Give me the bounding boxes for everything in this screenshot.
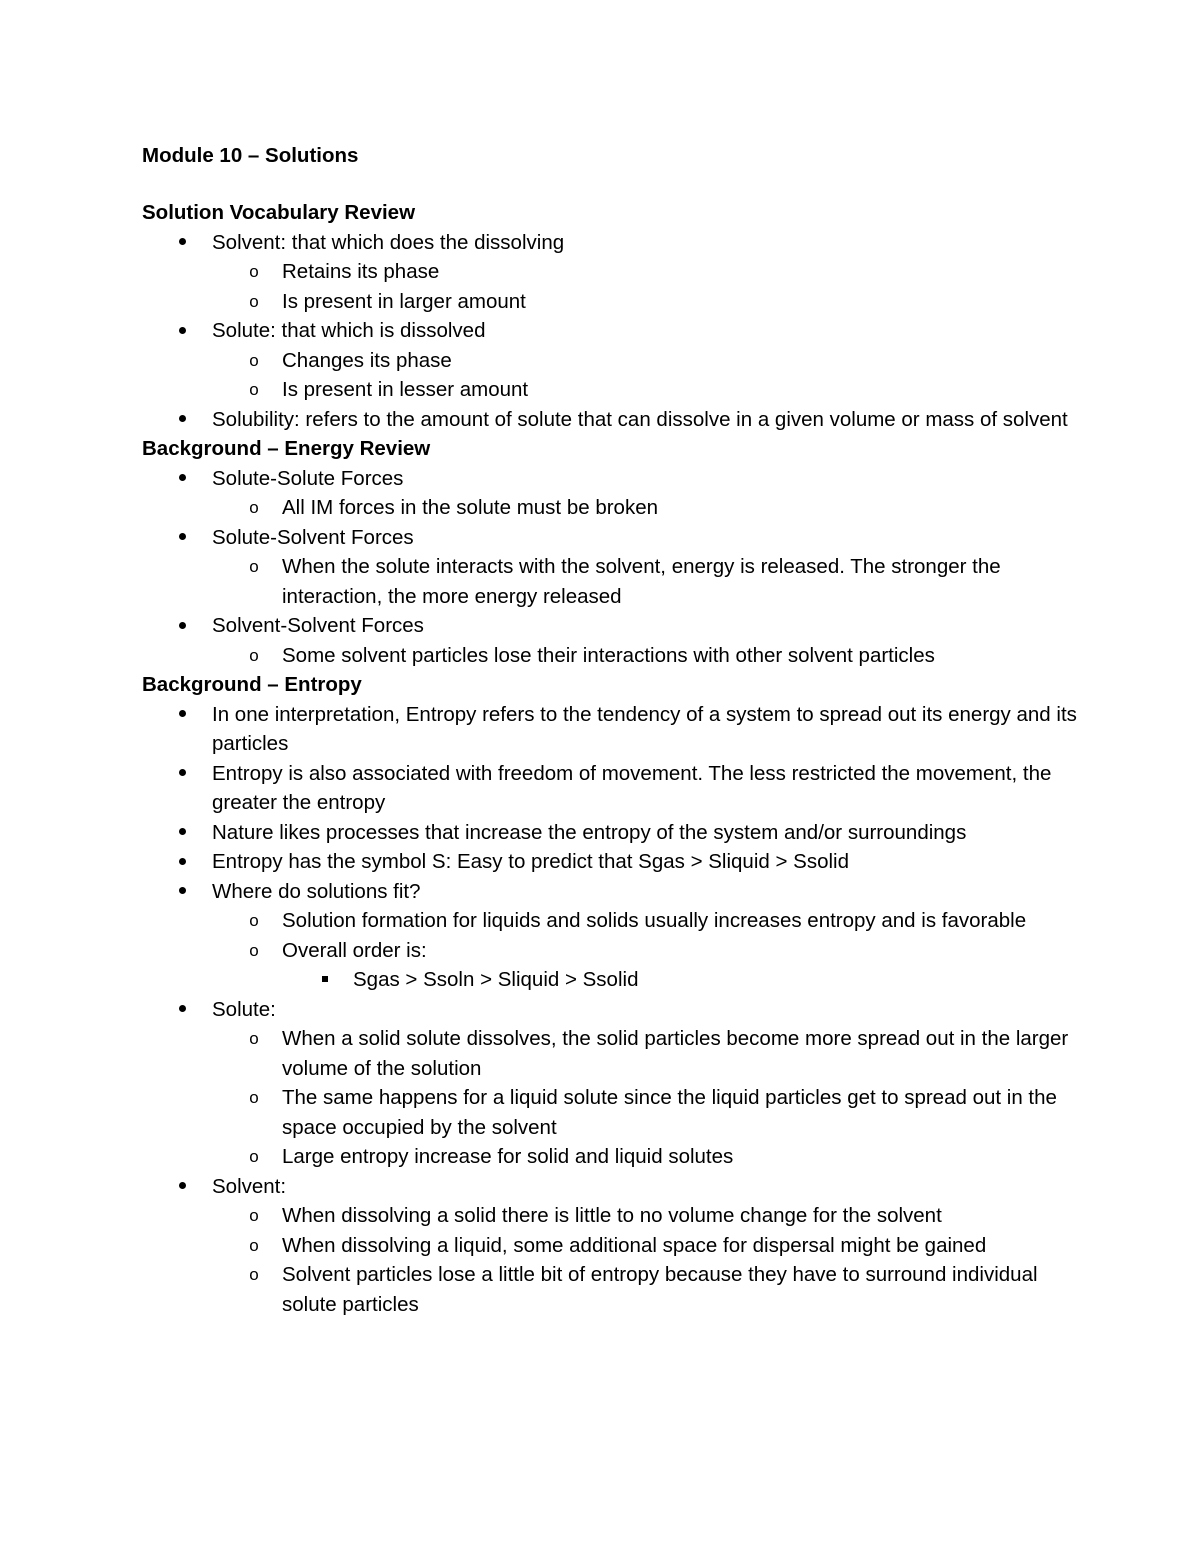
sub-list [212, 493, 1082, 523]
bullet-item [142, 700, 1082, 759]
sub-sub-item [282, 965, 1082, 995]
sub-list [212, 641, 1082, 671]
bullet-list [142, 700, 1082, 1320]
sub-list [212, 906, 1082, 995]
sub-sub-item-text: Sgas > Ssoln > Sliquid > Ssolid [353, 968, 639, 991]
bullet-item [142, 611, 1082, 670]
bullet-icon [176, 1172, 188, 1202]
sub-item-text: Retains its phase [282, 260, 440, 283]
bullet-item [142, 228, 1082, 317]
sub-item-text: Overall order is: [282, 938, 427, 962]
sub-item-text: Is present in larger amount [282, 289, 526, 313]
sub-item-text: Solution formation for liquids and solids usually increases entropy and is favorable [282, 909, 1027, 932]
document-page [142, 141, 1082, 1319]
sub-item [212, 493, 1082, 523]
bullet-text: Solute: [212, 997, 276, 1021]
bullet-text: Entropy has the symbol S: Easy to predict that Sgas > Sliquid > Ssolid [212, 850, 849, 873]
bullet-item [142, 464, 1082, 523]
bullet-text: Solubility: refers to the amount of solute that can dissolve in a given volume or mass of solvent [212, 407, 1068, 431]
circle-bullet-icon: o [249, 1029, 259, 1048]
circle-bullet-icon: o [249, 1265, 259, 1284]
circle-bullet-icon: o [249, 645, 259, 665]
bullet-item [142, 316, 1082, 405]
circle-bullet-icon: o [249, 262, 259, 281]
sub-item [212, 936, 1082, 995]
bullet-item [142, 1172, 1082, 1320]
sub-item [212, 287, 1082, 317]
bullet-icon [176, 995, 188, 1025]
bullet-icon [176, 523, 188, 553]
bullet-icon [176, 759, 188, 789]
bullet-list [142, 228, 1082, 435]
sub-list [212, 257, 1082, 316]
circle-bullet-icon: o [249, 940, 259, 960]
section-heading: Solution Vocabulary Review [142, 201, 416, 224]
bullet-item [142, 877, 1082, 995]
sub-item [212, 1024, 1082, 1083]
sub-item-text: When dissolving a solid there is little to no volume change for the solvent [282, 1204, 942, 1227]
circle-bullet-icon: o [249, 1147, 259, 1166]
bullet-text: In one interpretation, Entropy refers to the tendency of a system to spread out its energy and its particles [212, 702, 1077, 755]
sub-list [212, 552, 1082, 611]
sub-item [212, 1260, 1082, 1319]
sub-item-text: When a solid solute dissolves, the solid particles become more spread out in the larger volume of the solution [282, 1027, 1069, 1080]
bullet-icon [176, 316, 188, 346]
circle-bullet-icon: o [249, 291, 259, 311]
sub-item [212, 906, 1082, 936]
bullet-icon [176, 228, 188, 258]
sub-list [212, 1024, 1082, 1172]
circle-bullet-icon: o [249, 911, 259, 930]
circle-bullet-icon: o [249, 498, 259, 517]
circle-bullet-icon: o [249, 1235, 259, 1255]
bullet-text: Nature likes processes that increase the entropy of the system and/or surroundings [212, 820, 967, 844]
bullet-item [142, 759, 1082, 818]
sub-item [212, 1231, 1082, 1261]
bullet-text: Solvent: that which does the dissolving [212, 230, 565, 254]
bullet-text: Where do solutions fit? [212, 879, 421, 903]
bullet-text: Solute: that which is dissolved [212, 319, 486, 342]
section-heading: Background – Entropy [142, 673, 362, 696]
document-title: Module 10 – Solutions [142, 144, 359, 167]
bullet-list [142, 464, 1082, 671]
bullet-icon [176, 877, 188, 907]
circle-bullet-icon: o [249, 557, 259, 576]
bullet-item [142, 995, 1082, 1172]
sub-item [212, 257, 1082, 287]
sub-item [212, 346, 1082, 376]
sub-item-text: Changes its phase [282, 348, 452, 372]
bullet-icon [176, 464, 188, 494]
bullet-text: Solute-Solvent Forces [212, 525, 414, 549]
bullet-text: Entropy is also associated with freedom of movement. The less restricted the movement, the greater the entropy [212, 761, 1052, 814]
bullet-item [142, 818, 1082, 848]
sub-item-text: The same happens for a liquid solute since the liquid particles get to spread out in the space occupied by the solvent [282, 1086, 1057, 1139]
sub-item-text: When the solute interacts with the solvent, energy is released. The stronger the interaction, the more energy released [282, 555, 1001, 608]
sub-list [212, 346, 1082, 405]
circle-bullet-icon: o [249, 380, 259, 399]
sub-sub-list [282, 965, 1082, 995]
bullet-icon [176, 700, 188, 730]
sub-item-text: Solvent particles lose a little bit of entropy because they have to surround individual solute particles [282, 1263, 1038, 1316]
sub-item-text: Is present in lesser amount [282, 378, 529, 401]
circle-bullet-icon: o [249, 1206, 259, 1225]
bullet-icon [176, 611, 188, 641]
sub-item [212, 375, 1082, 405]
sub-item [212, 552, 1082, 611]
bullet-icon [176, 405, 188, 435]
sub-item [212, 1201, 1082, 1231]
sub-item [212, 641, 1082, 671]
circle-bullet-icon: o [249, 350, 259, 370]
sub-item-text: Some solvent particles lose their interactions with other solvent particles [282, 643, 935, 667]
bullet-item [142, 405, 1082, 435]
sub-item [212, 1142, 1082, 1172]
bullet-text: Solvent: [212, 1174, 287, 1198]
bullet-text: Solvent-Solvent Forces [212, 614, 424, 637]
document-body [142, 198, 1082, 1319]
bullet-icon [176, 847, 188, 877]
bullet-item [142, 847, 1082, 877]
circle-bullet-icon: o [249, 1088, 259, 1107]
sub-item-text: When dissolving a liquid, some additional space for dispersal might be gained [282, 1233, 987, 1257]
sub-item-text: Large entropy increase for solid and liquid solutes [282, 1145, 734, 1168]
bullet-text: Solute-Solute Forces [212, 466, 404, 490]
sub-item-text: All IM forces in the solute must be broken [282, 496, 659, 519]
bullet-item [142, 523, 1082, 612]
sub-item [212, 1083, 1082, 1142]
bullet-icon [176, 818, 188, 848]
square-bullet-icon [319, 965, 331, 995]
section-heading: Background – Energy Review [142, 437, 431, 460]
sub-list [212, 1201, 1082, 1319]
